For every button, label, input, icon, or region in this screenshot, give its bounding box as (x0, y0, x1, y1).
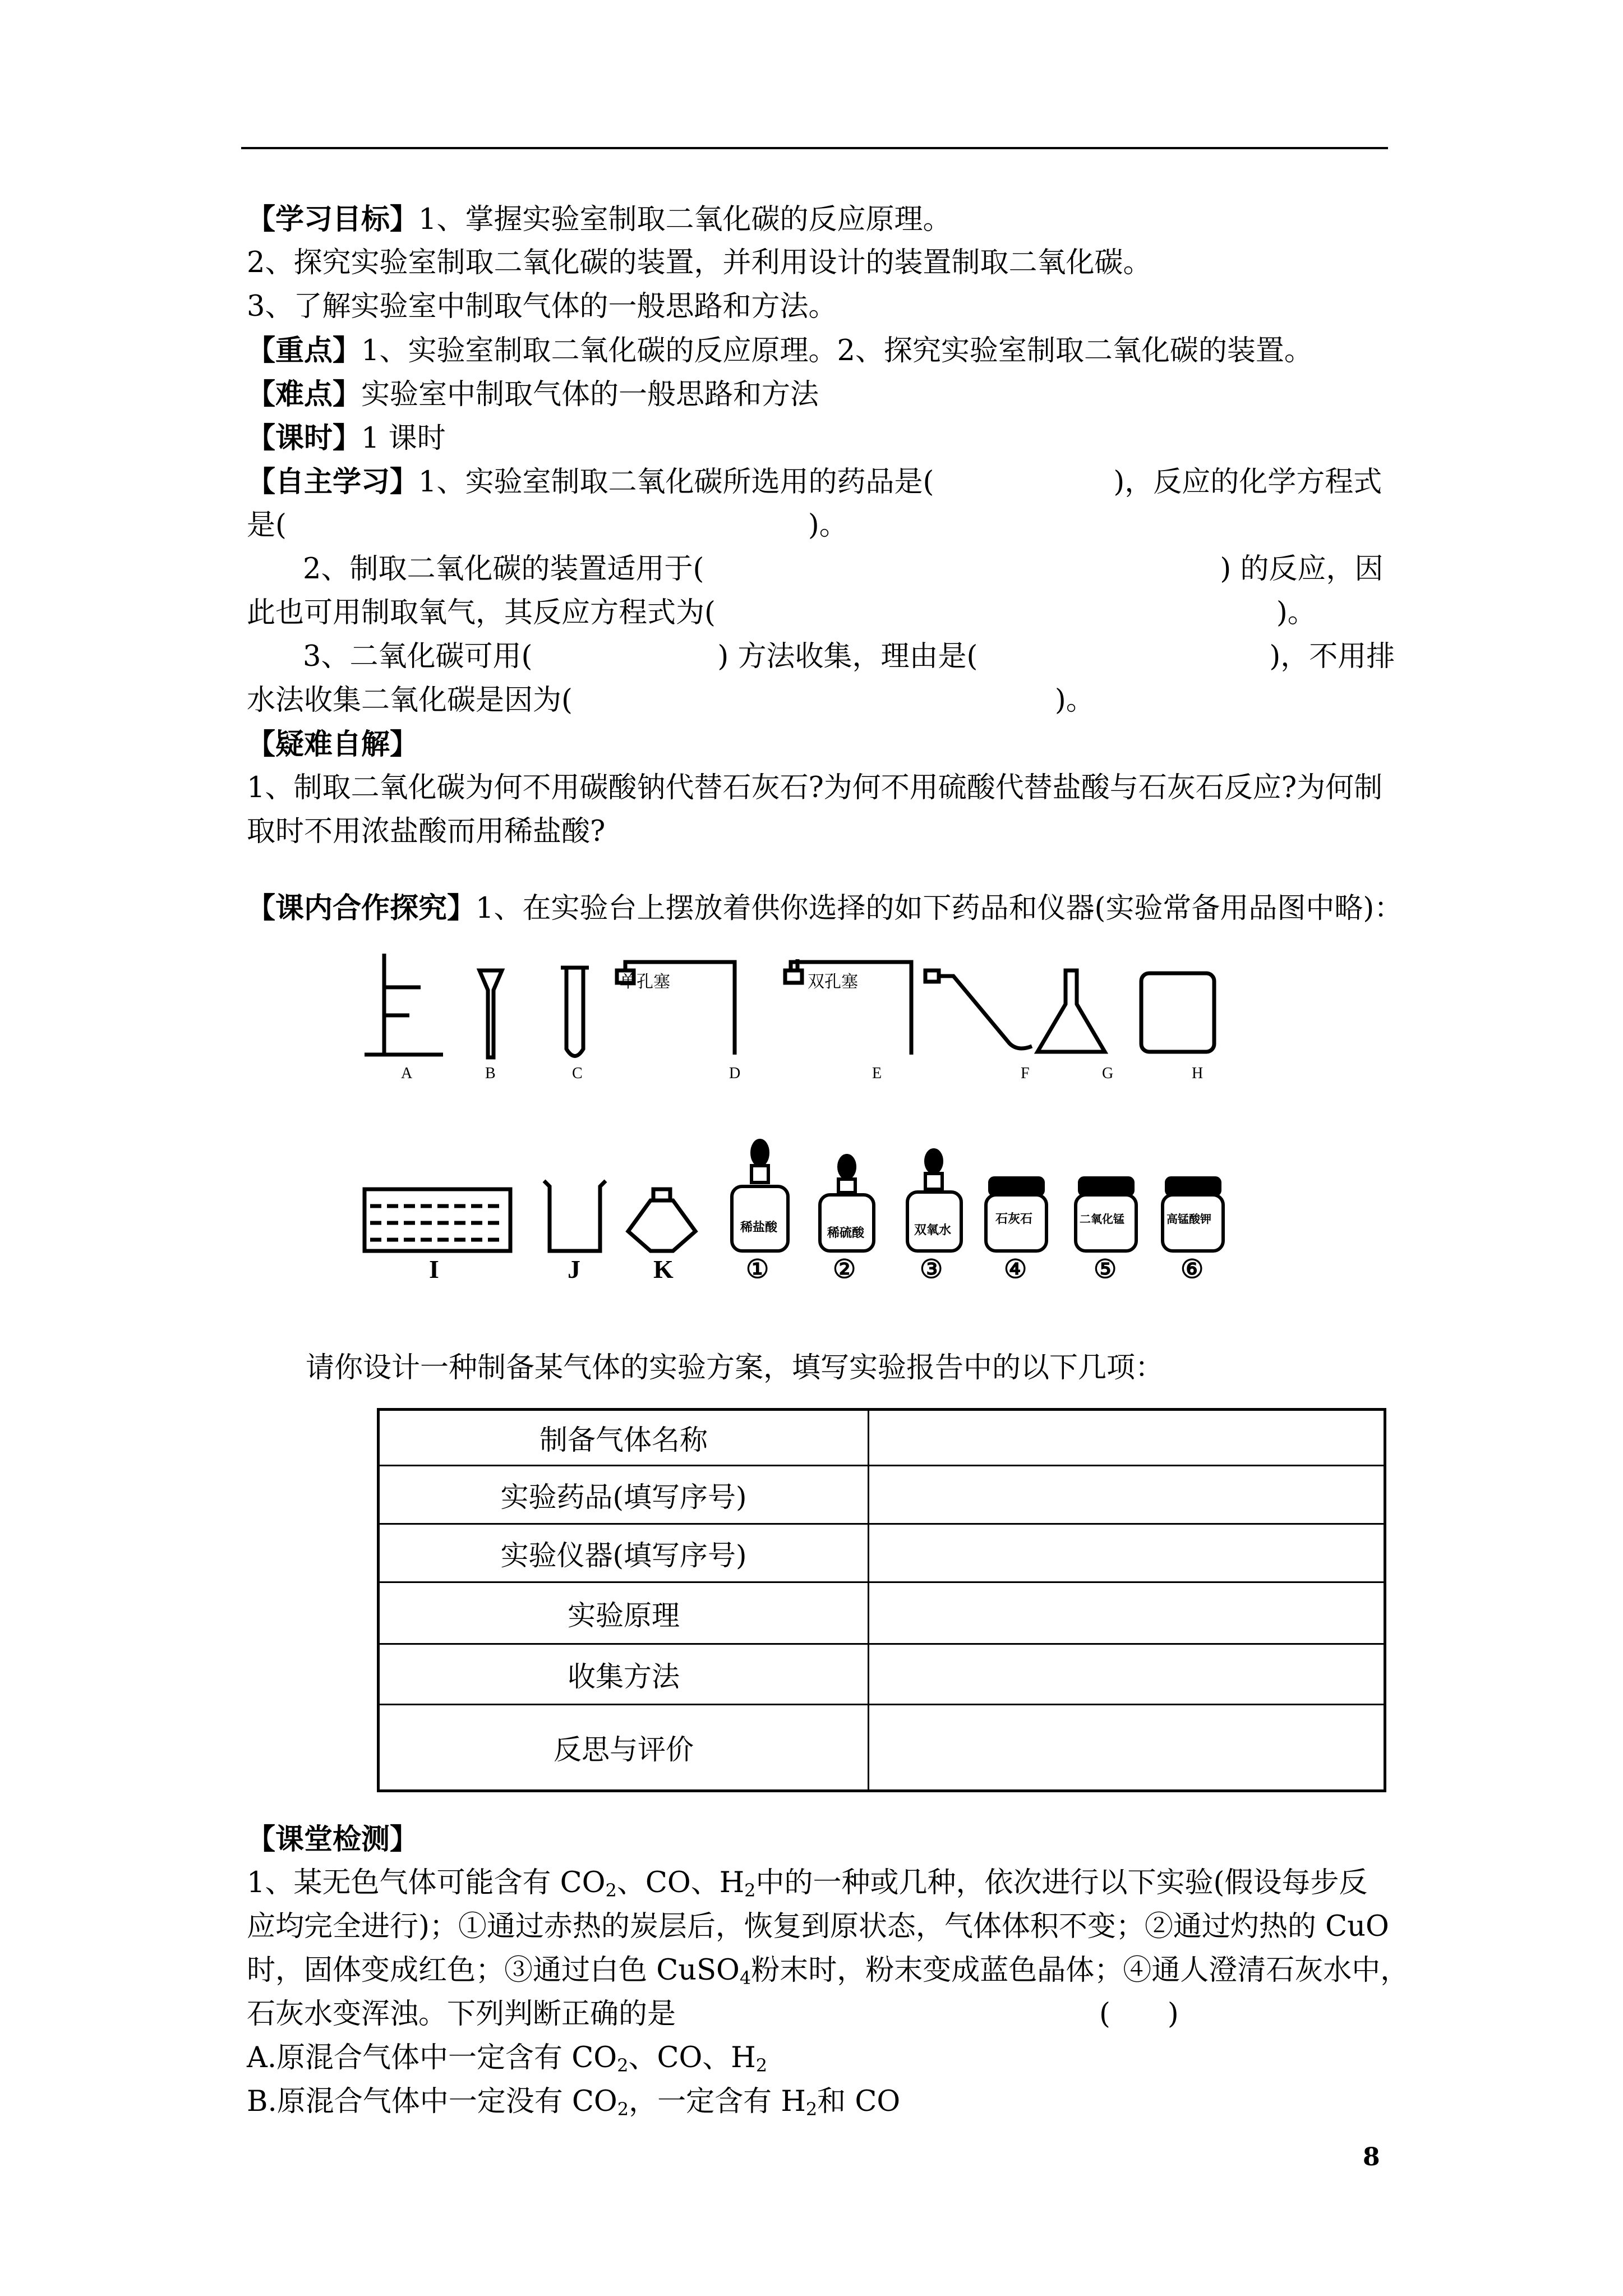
keypoints-text: 1、实验室制取二氧化碳的反应原理。2、探究实验室制取二氧化碳的装置。 (361, 334, 1313, 367)
q1-text-b: )，反应的化学方程式 (1113, 466, 1382, 499)
period-text: 1 课时 (361, 422, 446, 455)
fig-letter-G: G (1102, 1065, 1114, 1082)
self-study-line-6 (247, 679, 1391, 723)
design-prompt: 请你设计一种制备某气体的实验方案，填写实验报告中的以下几项： (306, 1351, 1164, 1384)
sub-2: 2 (617, 2099, 629, 2120)
reagent-bottle-1 (732, 1140, 788, 1251)
experiment-report-table (377, 1408, 1386, 1792)
report-key-principle: 实验原理 (379, 1582, 869, 1644)
keypoints-line (247, 329, 1391, 373)
option-B-text-a: B.原混合气体中一定没有 CO (247, 2085, 617, 2118)
fig-letter-D: D (729, 1065, 741, 1082)
fig-letter-I: I (429, 1255, 439, 1279)
report-key-gas-name: 制备气体名称 (379, 1410, 869, 1466)
test-l4: 石灰水变浑浊。下列判断正确的是 (247, 1998, 676, 2031)
fig-letter-A: A (401, 1065, 413, 1082)
q2-text-d: )。 (1276, 596, 1316, 629)
report-value-reflection[interactable] (869, 1705, 1385, 1791)
keypoints-label: 【重点】 (247, 334, 362, 367)
fig-letter-H: H (1192, 1065, 1204, 1082)
bottle-label-5: 二氧化锰 (1080, 1213, 1124, 1226)
double-hole-label: 双孔塞 (808, 973, 858, 991)
period-line (247, 416, 1391, 461)
test-tube-C (561, 968, 589, 1056)
table-row (379, 1705, 1385, 1791)
fig-number-1: ① (746, 1255, 769, 1279)
self-study-line-2 (247, 504, 1391, 547)
fig-letter-C: C (572, 1065, 583, 1082)
sub-2: 2 (744, 1880, 756, 1901)
fig-letter-B: B (485, 1065, 496, 1082)
answer-parentheses[interactable]: ( ) (1099, 1998, 1179, 2031)
test-line-4 (247, 1993, 1391, 2036)
self-study-line-1 (247, 460, 1391, 504)
doubts-label: 【疑难自解】 (247, 728, 419, 761)
sub-2: 2 (605, 1880, 617, 1901)
table-row (379, 1644, 1385, 1705)
gas-bottle-H (1141, 973, 1214, 1052)
table-row (379, 1410, 1385, 1466)
bottle-label-4: 石灰石 (995, 1212, 1033, 1226)
objective-1: 1、掌握实验室制取二氧化碳的反应原理。 (418, 203, 952, 236)
report-value-instruments[interactable] (869, 1524, 1385, 1582)
apparatus-figure-row-2 (359, 1133, 1312, 1279)
fig-letter-F: F (1021, 1065, 1030, 1082)
sub-4: 4 (739, 1967, 751, 1989)
q3-text-a: 3、二氧化碳可用( (303, 640, 533, 673)
test-l3b: 粉末时，粉末变成蓝色晶体；④通人澄清石灰水中， (751, 1954, 1409, 1987)
fig-number-6: ⑥ (1181, 1255, 1204, 1279)
q2-text-a: 2、制取二氧化碳的装置适用于( (303, 553, 704, 586)
self-study-line-3 (247, 547, 1391, 591)
sub-2: 2 (617, 2055, 629, 2076)
table-row (379, 1582, 1385, 1644)
self-study-line-5 (247, 635, 1395, 679)
report-key-collection: 收集方法 (379, 1644, 869, 1705)
conical-flask-G (1038, 970, 1105, 1052)
alcohol-lamp-K (628, 1189, 695, 1251)
q1-text-d: )。 (808, 509, 848, 542)
objectives-label: 【学习目标】 (247, 203, 419, 236)
test-l1a: 1、某无色气体可能含有 CO (247, 1866, 606, 1899)
header-rule (241, 147, 1388, 149)
objectives-line (247, 197, 1391, 242)
option-B-text-c: 和 CO (817, 2085, 901, 2118)
self-study-label: 【自主学习】 (247, 465, 419, 499)
doubts-line-1: 1、制取二氧化碳为何不用碳酸钠代替石灰石?为何不用硫酸代替盐酸与石灰石反应?为何制 (247, 771, 1383, 804)
fig-number-5: ⑤ (1094, 1255, 1117, 1279)
q2-text-b: ) 的反应，因 (1220, 553, 1384, 586)
bottle-label-3: 双氧水 (914, 1223, 952, 1237)
q3-text-b: ) 方法收集，理由是( (717, 640, 978, 673)
bottle-label-2: 稀硫酸 (827, 1226, 865, 1240)
objective-3: 3、了解实验室中制取气体的一般思路和方法。 (247, 290, 837, 323)
q1-text-c: 是( (247, 509, 287, 542)
report-key-reflection: 反思与评价 (379, 1705, 869, 1791)
table-row (379, 1524, 1385, 1582)
doubts-line-2: 取时不用浓盐酸而用稀盐酸? (247, 815, 606, 848)
q3-text-c: )，不用排 (1269, 640, 1395, 673)
sub-2: 2 (805, 2099, 818, 2120)
table-row (379, 1466, 1385, 1524)
bottle-label-1: 稀盐酸 (740, 1220, 778, 1234)
option-B[interactable] (247, 2080, 1391, 2131)
fig-letter-E: E (872, 1065, 882, 1082)
period-label: 【课时】 (247, 421, 362, 455)
difficulty-label: 【难点】 (247, 378, 362, 411)
self-study-line-4 (247, 591, 1391, 635)
option-A-text-a: A.原混合气体中一定含有 CO (247, 2041, 617, 2074)
cooperation-line (247, 886, 1403, 931)
report-value-gas-name[interactable] (869, 1410, 1385, 1466)
water-trough-I (365, 1189, 510, 1251)
option-B-text-b: ，一定含有 H (629, 2085, 806, 2118)
report-key-reagents: 实验药品(填写序号) (379, 1466, 869, 1524)
report-value-principle[interactable] (869, 1582, 1385, 1644)
funnel-B (479, 970, 502, 1057)
cooperation-label: 【课内合作探究】 (247, 891, 476, 925)
test-label: 【课堂检测】 (247, 1823, 419, 1856)
fig-number-3: ③ (920, 1255, 943, 1279)
difficulty-line (247, 372, 1391, 417)
difficulty-text: 实验室中制取气体的一般思路和方法 (361, 378, 819, 411)
delivery-tube-F (925, 970, 1032, 1048)
sub-2: 2 (755, 2055, 768, 2076)
report-value-collection[interactable] (869, 1644, 1385, 1705)
test-l1c: 中的一种或几种，依次进行以下实验(假设每步反 (755, 1866, 1368, 1899)
cooperation-text: 1、在实验台上摆放着供你选择的如下药品和仪器(实验常备用品图中略)： (476, 892, 1403, 925)
iron-stand-A (365, 954, 443, 1055)
page-number: 8 (1363, 2143, 1380, 2171)
test-l1b: 、CO、H (616, 1866, 745, 1899)
test-l3a: 时，固体变成红色；③通过白色 CuSO (247, 1954, 740, 1987)
q1-text-a: 1、实验室制取二氧化碳所选用的药品是( (418, 466, 934, 499)
objective-2: 2、探究实验室制取二氧化碳的装置，并利用设计的装置制取二氧化碳。 (247, 246, 1152, 279)
fig-letter-K: K (653, 1255, 674, 1279)
q3-text-e: )。 (1054, 684, 1095, 717)
single-hole-label: 单孔塞 (620, 973, 670, 991)
test-line-2: 应均完全进行)；①通过赤热的炭层后，恢复到原状态，气体体积不变；②通过灼热的 CuO (247, 1910, 1389, 1943)
beaker-J (544, 1181, 606, 1251)
fig-number-2: ② (833, 1255, 856, 1279)
q2-text-c: 此也可用制取氧气，其反应方程式为( (247, 596, 716, 629)
report-key-instruments: 实验仪器(填写序号) (379, 1524, 869, 1582)
bottle-label-6: 高锰酸钾 (1166, 1213, 1211, 1226)
fig-letter-J: J (568, 1255, 580, 1279)
report-value-reagents[interactable] (869, 1466, 1385, 1524)
option-A-text-b: 、CO、H (628, 2041, 756, 2074)
q3-text-d: 水法收集二氧化碳是因为( (247, 684, 573, 717)
fig-number-4: ④ (1004, 1255, 1027, 1279)
apparatus-figure-row-1 (359, 948, 1312, 1083)
